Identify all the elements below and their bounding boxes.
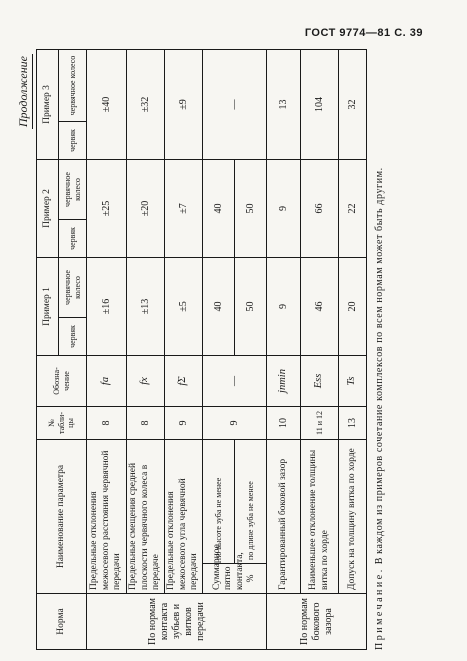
example-3-value: 104 — [301, 49, 339, 159]
param-cell: Наименьшее отклонение толщины витка по хорде — [301, 439, 339, 593]
rotated-page-content — [14, 50, 412, 650]
example-1-value: 20 — [339, 257, 367, 355]
header-worm-1: червяк — [59, 317, 87, 355]
table-no-cell: 13 — [339, 406, 367, 439]
designation-cell: fx — [127, 355, 165, 406]
header-table-no: № табли-цы — [37, 406, 87, 439]
header-worm-2: червяк — [59, 219, 87, 257]
table-no-cell: 8 — [127, 406, 165, 439]
table-row — [165, 49, 203, 649]
table-no-cell: 10 — [267, 406, 301, 439]
example-1-value: ±5 — [165, 257, 203, 355]
example-1-value: ±16 — [87, 257, 127, 355]
param-cell: Предельные смещения средней плоскости червячного колеса в передаче — [127, 439, 165, 593]
example-3-value: ±9 — [165, 49, 203, 159]
example-1-value: 46 — [301, 257, 339, 355]
example-1-value: 50 — [235, 257, 267, 355]
header-parameter: Наименование параметра — [37, 439, 87, 593]
table-row — [203, 49, 235, 649]
header-example-1: Пример 1 — [37, 257, 59, 355]
example-3-value: — — [203, 49, 267, 159]
example-1-value: ±13 — [127, 257, 165, 355]
header-norm: Норма — [37, 594, 87, 650]
designation-cell: fa — [87, 355, 127, 406]
note-text: В каждом из примеров сочетание комплексов по всем нормам может быть другим. — [374, 167, 385, 565]
example-1-value: 40 — [203, 257, 235, 355]
header-worm-3: червяк — [59, 121, 87, 159]
example-3-value: ±32 — [127, 49, 165, 159]
param-subcell: по высоте зуба не менее — [203, 439, 235, 563]
example-2-value: 22 — [339, 159, 367, 257]
note-label: Примечание. — [374, 567, 385, 650]
header-designation: Обозна-чение — [37, 355, 87, 406]
table-no-cell: 9 — [203, 406, 267, 439]
example-2-value: ±20 — [127, 159, 165, 257]
param-subcell: по длине зуба не менее — [235, 439, 267, 563]
param-group-cell: Суммарное пятно контакта, % — [203, 564, 267, 594]
continuation-label: Продолжение — [16, 54, 33, 129]
header-worm-wheel-2: червячное колесо — [59, 159, 87, 219]
table-row — [127, 49, 165, 649]
group-backlash-norms: По нормам бокового зазора — [267, 594, 367, 650]
example-2-value: 9 — [267, 159, 301, 257]
designation-cell: Ess — [301, 355, 339, 406]
table-row — [301, 49, 339, 649]
param-cell: Предельные отклонения межосевого угла червячной передачи — [165, 439, 203, 593]
table-no-cell: 11 и 12 — [301, 406, 339, 439]
designation-cell: jnmin — [267, 355, 301, 406]
example-2-value: ±7 — [165, 159, 203, 257]
example-3-value: 13 — [267, 49, 301, 159]
example-2-value: 66 — [301, 159, 339, 257]
group-contact-norms: По нормам контакта зубьев и витков передачи — [87, 594, 267, 650]
param-cell: Допуск на толщину витка по хорде — [339, 439, 367, 593]
example-3-value: 32 — [339, 49, 367, 159]
table-row — [87, 49, 127, 649]
tolerance-table — [36, 49, 367, 650]
table-no-cell: 9 — [165, 406, 203, 439]
param-cell: Гарантированный боковой зазор — [267, 439, 301, 593]
page-header: ГОСТ 9774—81 С. 39 — [304, 27, 423, 39]
table-note — [374, 50, 385, 650]
header-worm-wheel-3: червячное колесо — [59, 49, 87, 121]
table-no-cell: 8 — [87, 406, 127, 439]
example-2-value: ±25 — [87, 159, 127, 257]
param-cell: Предельные отклонения межосевого расстояния червячной передачи — [87, 439, 127, 593]
header-worm-wheel-1: червячное колесо — [59, 257, 87, 317]
example-3-value: ±40 — [87, 49, 127, 159]
designation-cell: Ts — [339, 355, 367, 406]
header-example-2: Пример 2 — [37, 159, 59, 257]
designation-cell: fΣ — [165, 355, 203, 406]
example-2-value: 50 — [235, 159, 267, 257]
designation-cell: — — [203, 355, 267, 406]
table-row — [267, 49, 301, 649]
table-row — [339, 49, 367, 649]
example-1-value: 9 — [267, 257, 301, 355]
header-example-3: Пример 3 — [37, 49, 59, 159]
example-2-value: 40 — [203, 159, 235, 257]
